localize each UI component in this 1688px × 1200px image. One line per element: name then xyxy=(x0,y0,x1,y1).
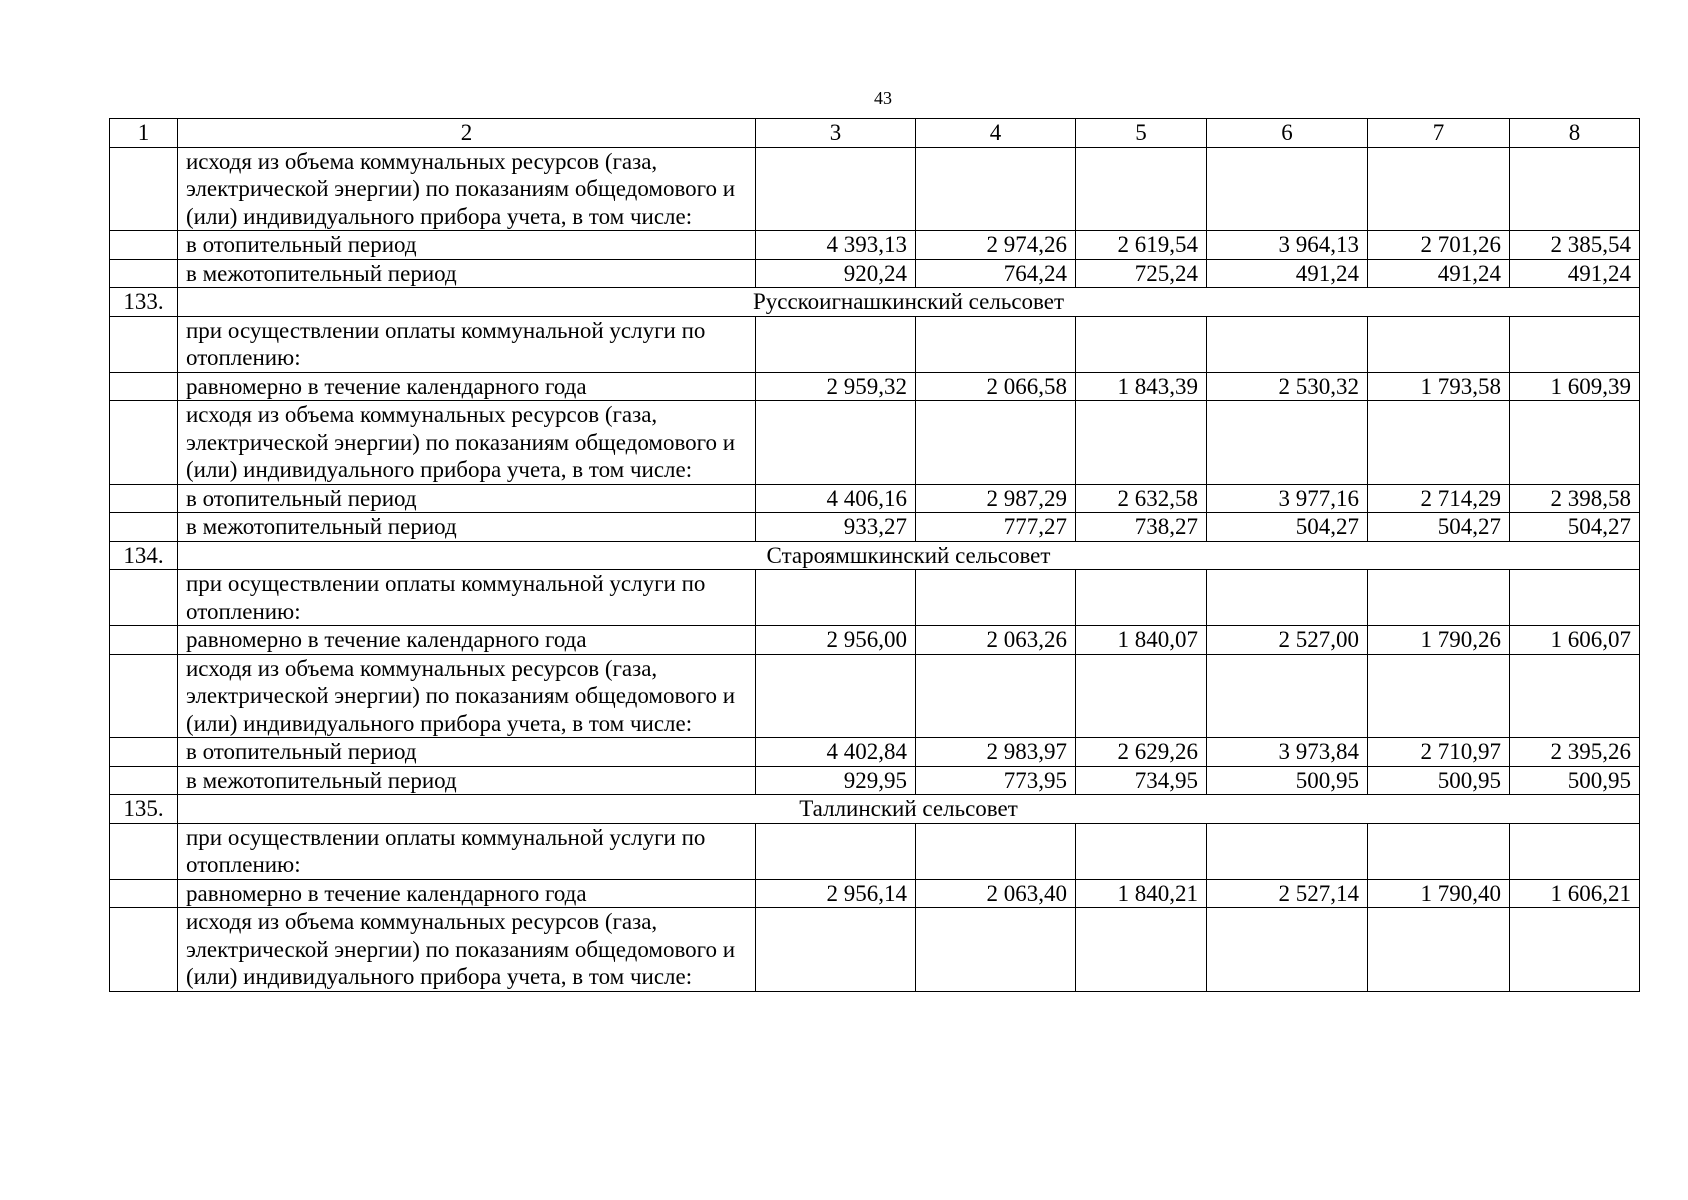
section-row xyxy=(110,795,1640,824)
value-cell xyxy=(1510,908,1640,992)
row-label: при осуществлении оплаты коммунальной услуги по отоплению: xyxy=(178,316,756,372)
value-cell xyxy=(1076,908,1207,992)
row-label: исходя из объема коммунальных ресурсов (газа, электрической энергии) по показаниям общедомового и (или) индивидуального прибора учета, в том числе: xyxy=(178,908,756,992)
value-cell xyxy=(1076,823,1207,879)
value-cell: 1 840,21 xyxy=(1076,879,1207,908)
header-cell: 3 xyxy=(756,119,916,148)
row-number xyxy=(110,231,178,260)
row-label: исходя из объема коммунальных ресурсов (газа, электрической энергии) по показаниям общедомового и (или) индивидуального прибора учета, в том числе: xyxy=(178,654,756,738)
row-number xyxy=(110,654,178,738)
table-row xyxy=(110,147,1640,231)
value-cell: 504,27 xyxy=(1368,513,1510,542)
value-cell: 2 063,40 xyxy=(916,879,1076,908)
value-cell: 491,24 xyxy=(1368,259,1510,288)
value-cell: 773,95 xyxy=(916,766,1076,795)
row-number xyxy=(110,401,178,485)
row-label: в межотопительный период xyxy=(178,259,756,288)
row-number xyxy=(110,626,178,655)
value-cell xyxy=(1076,316,1207,372)
table-row xyxy=(110,908,1640,992)
value-cell: 1 790,40 xyxy=(1368,879,1510,908)
value-cell xyxy=(916,908,1076,992)
value-cell xyxy=(916,654,1076,738)
value-cell: 504,27 xyxy=(1510,513,1640,542)
value-cell: 2 629,26 xyxy=(1076,738,1207,767)
value-cell xyxy=(1076,147,1207,231)
value-cell: 933,27 xyxy=(756,513,916,542)
table-row xyxy=(110,766,1640,795)
table-row xyxy=(110,316,1640,372)
table-row xyxy=(110,372,1640,401)
value-cell: 1 793,58 xyxy=(1368,372,1510,401)
value-cell xyxy=(1510,654,1640,738)
row-label: в отопительный период xyxy=(178,484,756,513)
value-cell: 2 974,26 xyxy=(916,231,1076,260)
value-cell: 3 964,13 xyxy=(1207,231,1368,260)
section-title: Староямшкинский сельсовет xyxy=(178,541,1640,570)
value-cell: 2 619,54 xyxy=(1076,231,1207,260)
row-number xyxy=(110,259,178,288)
row-label: равномерно в течение календарного года xyxy=(178,372,756,401)
value-cell xyxy=(756,570,916,626)
value-cell: 1 606,21 xyxy=(1510,879,1640,908)
row-label: исходя из объема коммунальных ресурсов (газа, электрической энергии) по показаниям общедомового и (или) индивидуального прибора учета, в том числе: xyxy=(178,401,756,485)
value-cell: 2 527,00 xyxy=(1207,626,1368,655)
value-cell: 500,95 xyxy=(1510,766,1640,795)
value-cell xyxy=(1076,654,1207,738)
value-cell: 1 843,39 xyxy=(1076,372,1207,401)
header-cell: 1 xyxy=(110,119,178,148)
table-header-row xyxy=(110,119,1640,148)
table-row xyxy=(110,879,1640,908)
row-number xyxy=(110,823,178,879)
table-row xyxy=(110,401,1640,485)
row-number xyxy=(110,766,178,795)
value-cell: 2 987,29 xyxy=(916,484,1076,513)
row-label: в отопительный период xyxy=(178,738,756,767)
value-cell: 2 983,97 xyxy=(916,738,1076,767)
value-cell: 2 956,00 xyxy=(756,626,916,655)
value-cell xyxy=(1207,654,1368,738)
value-cell xyxy=(1510,147,1640,231)
row-label: равномерно в течение календарного года xyxy=(178,879,756,908)
row-number xyxy=(110,484,178,513)
value-cell xyxy=(1207,401,1368,485)
value-cell: 3 977,16 xyxy=(1207,484,1368,513)
row-number xyxy=(110,513,178,542)
table-row xyxy=(110,738,1640,767)
value-cell: 3 973,84 xyxy=(1207,738,1368,767)
value-cell xyxy=(1368,570,1510,626)
row-label: при осуществлении оплаты коммунальной услуги по отоплению: xyxy=(178,570,756,626)
row-number xyxy=(110,147,178,231)
value-cell xyxy=(1207,823,1368,879)
header-cell: 8 xyxy=(1510,119,1640,148)
value-cell xyxy=(1368,908,1510,992)
value-cell xyxy=(1207,570,1368,626)
value-cell xyxy=(1368,823,1510,879)
value-cell xyxy=(916,147,1076,231)
value-cell: 920,24 xyxy=(756,259,916,288)
value-cell xyxy=(1207,147,1368,231)
value-cell xyxy=(1076,570,1207,626)
row-label: в межотопительный период xyxy=(178,766,756,795)
value-cell: 725,24 xyxy=(1076,259,1207,288)
value-cell: 2 632,58 xyxy=(1076,484,1207,513)
value-cell: 777,27 xyxy=(916,513,1076,542)
table-row xyxy=(110,570,1640,626)
value-cell: 4 393,13 xyxy=(756,231,916,260)
row-label: в межотопительный период xyxy=(178,513,756,542)
header-cell: 7 xyxy=(1368,119,1510,148)
row-number: 134. xyxy=(110,541,178,570)
value-cell: 2 063,26 xyxy=(916,626,1076,655)
value-cell xyxy=(1368,147,1510,231)
row-number xyxy=(110,570,178,626)
row-label: при осуществлении оплаты коммунальной услуги по отоплению: xyxy=(178,823,756,879)
section-row xyxy=(110,288,1640,317)
value-cell: 2 395,26 xyxy=(1510,738,1640,767)
value-cell: 2 066,58 xyxy=(916,372,1076,401)
value-cell xyxy=(756,316,916,372)
value-cell xyxy=(916,401,1076,485)
row-number xyxy=(110,738,178,767)
header-cell: 4 xyxy=(916,119,1076,148)
header-cell: 5 xyxy=(1076,119,1207,148)
table-row xyxy=(110,484,1640,513)
table-row xyxy=(110,823,1640,879)
value-cell xyxy=(756,401,916,485)
row-number: 133. xyxy=(110,288,178,317)
row-label: исходя из объема коммунальных ресурсов (газа, электрической энергии) по показаниям общедомового и (или) индивидуального прибора учета, в том числе: xyxy=(178,147,756,231)
page-number: 43 xyxy=(874,88,892,108)
value-cell: 1 606,07 xyxy=(1510,626,1640,655)
value-cell xyxy=(916,570,1076,626)
value-cell: 2 527,14 xyxy=(1207,879,1368,908)
value-cell: 1 790,26 xyxy=(1368,626,1510,655)
value-cell: 764,24 xyxy=(916,259,1076,288)
value-cell xyxy=(756,823,916,879)
value-cell xyxy=(1207,908,1368,992)
value-cell: 1 840,07 xyxy=(1076,626,1207,655)
table-row xyxy=(110,513,1640,542)
value-cell: 2 710,97 xyxy=(1368,738,1510,767)
value-cell: 2 714,29 xyxy=(1368,484,1510,513)
row-label: равномерно в течение календарного года xyxy=(178,626,756,655)
value-cell: 500,95 xyxy=(1368,766,1510,795)
value-cell: 1 609,39 xyxy=(1510,372,1640,401)
row-label: в отопительный период xyxy=(178,231,756,260)
value-cell xyxy=(1368,316,1510,372)
row-number: 135. xyxy=(110,795,178,824)
value-cell: 2 956,14 xyxy=(756,879,916,908)
value-cell: 2 398,58 xyxy=(1510,484,1640,513)
value-cell xyxy=(1510,823,1640,879)
row-number xyxy=(110,372,178,401)
value-cell xyxy=(756,908,916,992)
value-cell: 4 402,84 xyxy=(756,738,916,767)
section-title: Таллинский сельсовет xyxy=(178,795,1640,824)
value-cell xyxy=(916,823,1076,879)
value-cell: 2 385,54 xyxy=(1510,231,1640,260)
value-cell: 2 959,32 xyxy=(756,372,916,401)
value-cell xyxy=(1368,401,1510,485)
tariff-table xyxy=(109,118,1640,992)
value-cell: 491,24 xyxy=(1510,259,1640,288)
value-cell xyxy=(1076,401,1207,485)
section-row xyxy=(110,541,1640,570)
row-number xyxy=(110,879,178,908)
table-row xyxy=(110,231,1640,260)
value-cell xyxy=(1510,316,1640,372)
value-cell xyxy=(1207,316,1368,372)
value-cell: 2 701,26 xyxy=(1368,231,1510,260)
value-cell: 4 406,16 xyxy=(756,484,916,513)
value-cell xyxy=(756,147,916,231)
value-cell: 734,95 xyxy=(1076,766,1207,795)
value-cell xyxy=(1510,401,1640,485)
table-row xyxy=(110,626,1640,655)
row-number xyxy=(110,908,178,992)
table-row xyxy=(110,654,1640,738)
value-cell: 2 530,32 xyxy=(1207,372,1368,401)
value-cell: 929,95 xyxy=(756,766,916,795)
header-cell: 2 xyxy=(178,119,756,148)
table-row xyxy=(110,259,1640,288)
value-cell: 504,27 xyxy=(1207,513,1368,542)
value-cell: 738,27 xyxy=(1076,513,1207,542)
value-cell xyxy=(1510,570,1640,626)
value-cell xyxy=(916,316,1076,372)
row-number xyxy=(110,316,178,372)
section-title: Русскоигнашкинский сельсовет xyxy=(178,288,1640,317)
header-cell: 6 xyxy=(1207,119,1368,148)
value-cell: 500,95 xyxy=(1207,766,1368,795)
value-cell xyxy=(756,654,916,738)
value-cell: 491,24 xyxy=(1207,259,1368,288)
value-cell xyxy=(1368,654,1510,738)
